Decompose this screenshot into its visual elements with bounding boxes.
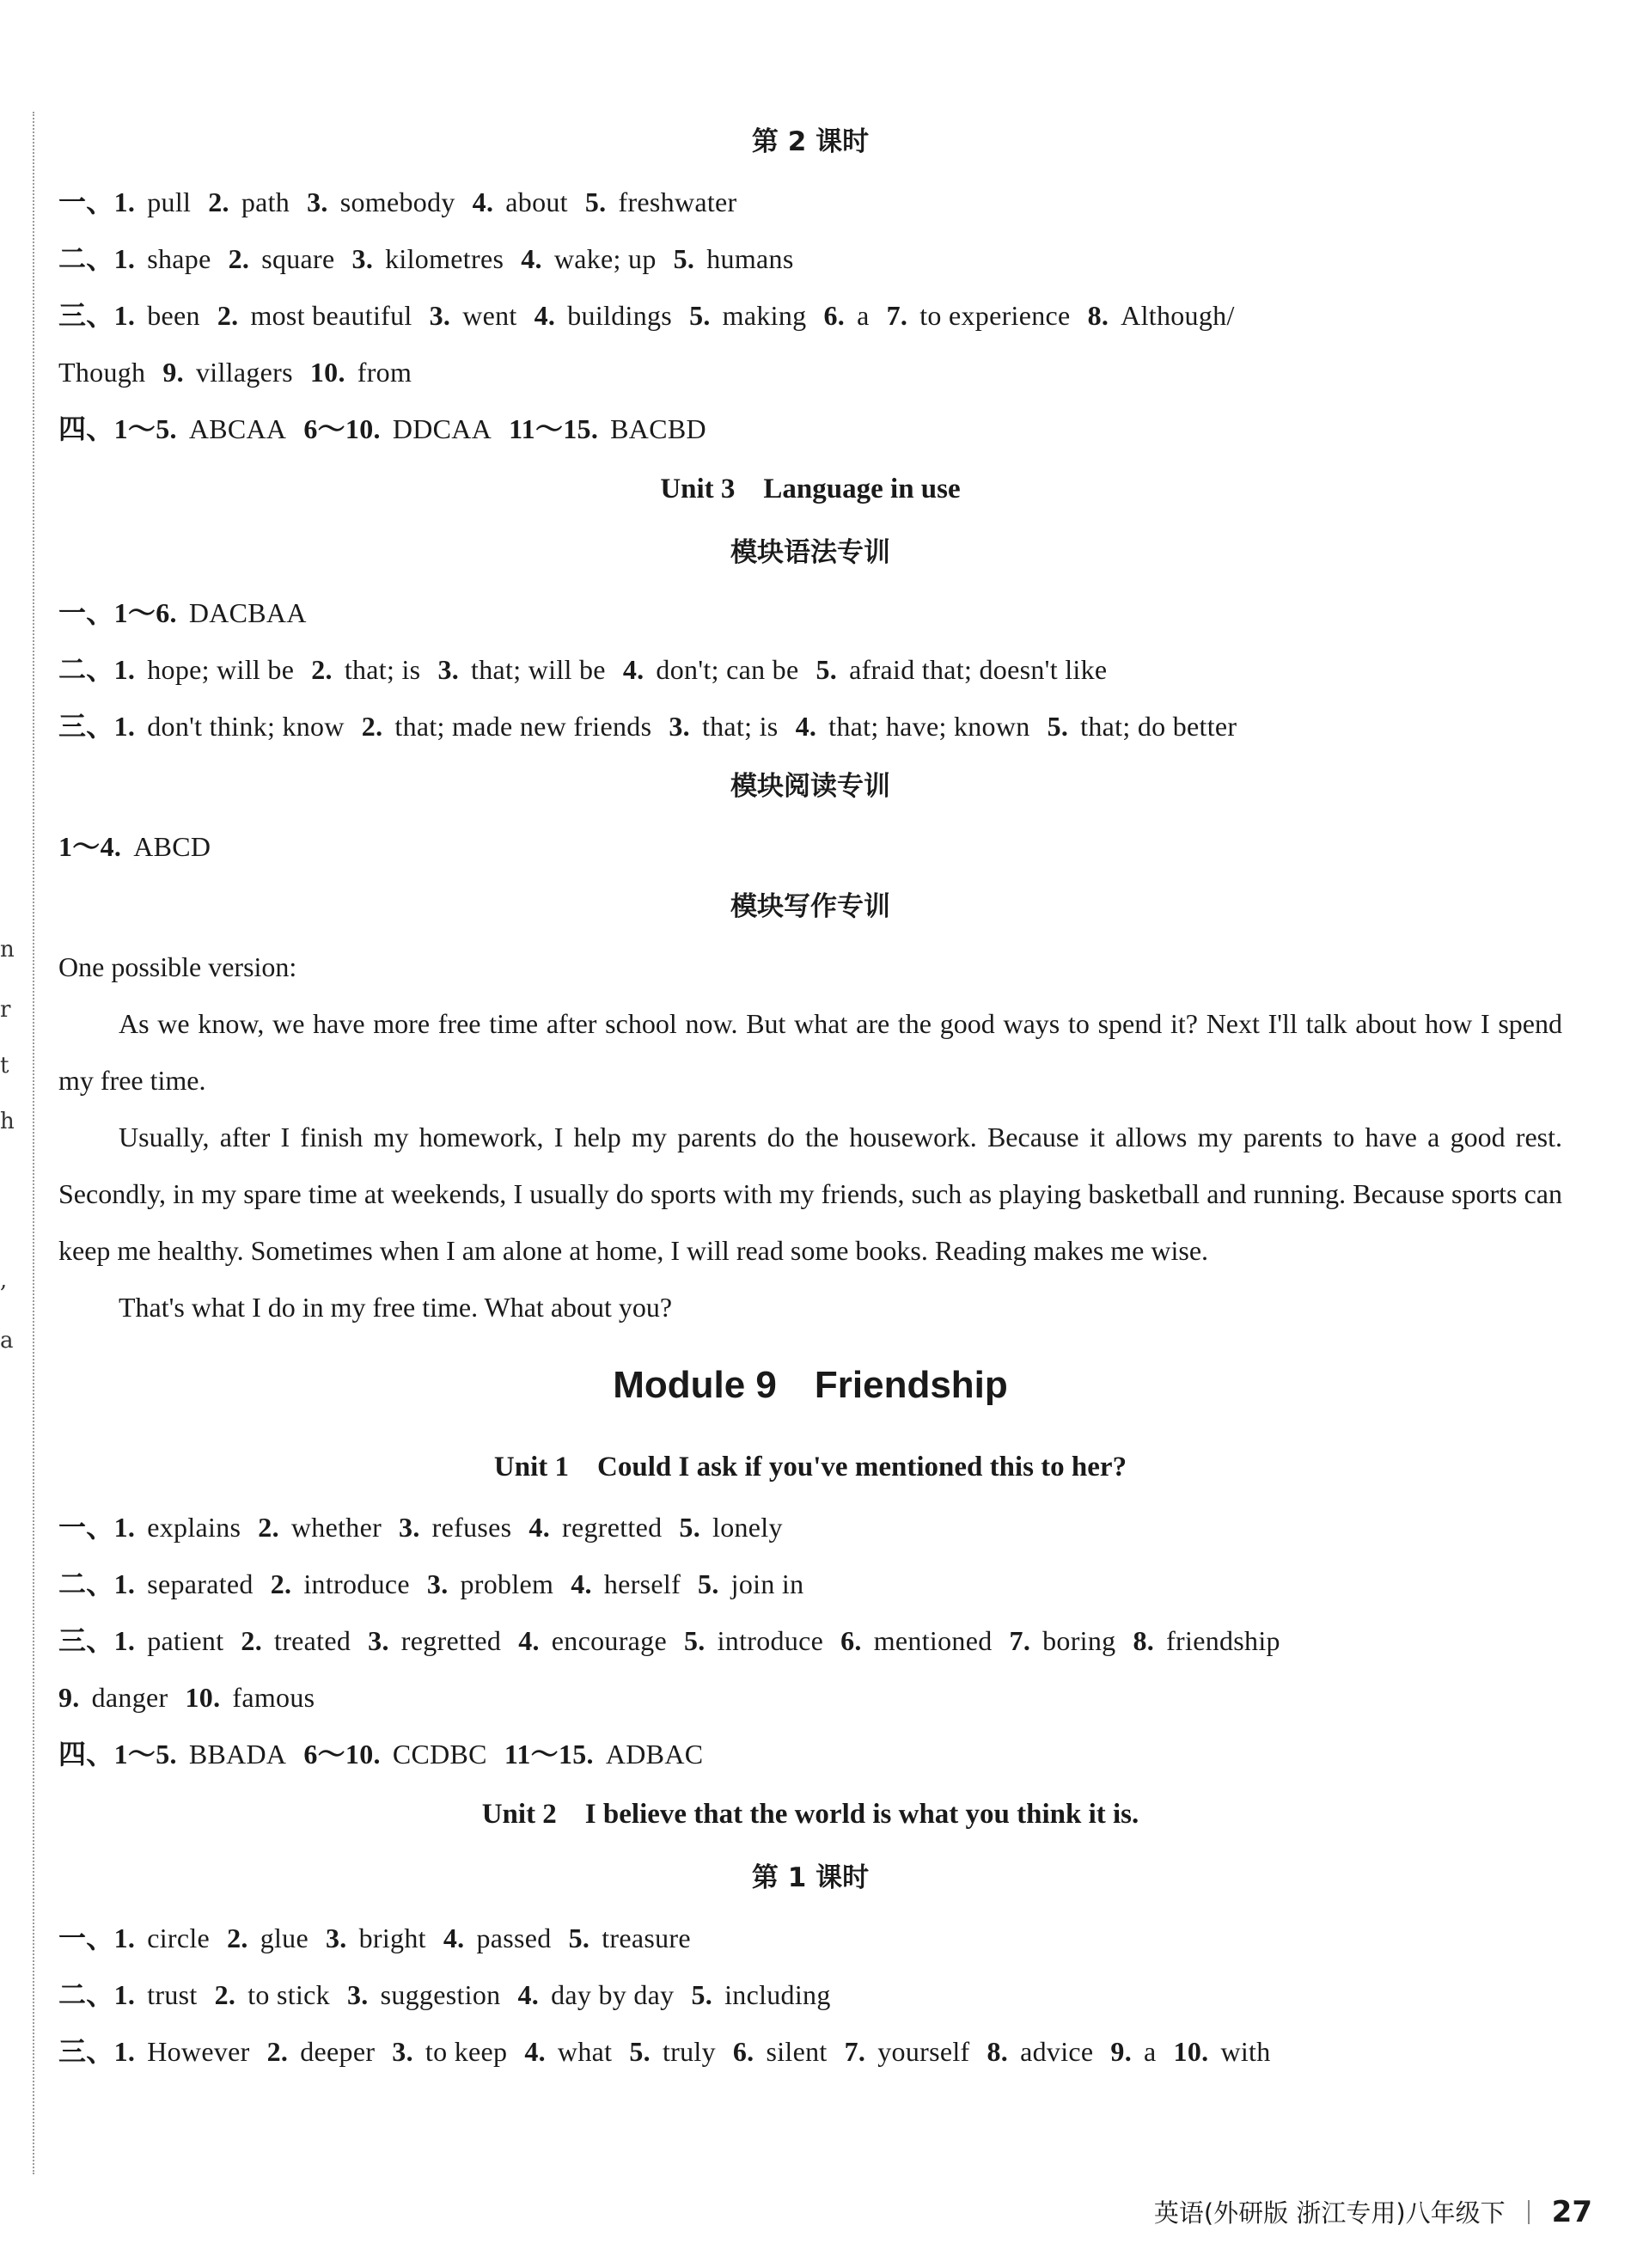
answer-text: bright xyxy=(358,1923,426,1953)
answer-row xyxy=(58,1910,1562,1966)
answer-text: trust xyxy=(147,1979,198,2010)
answer-text: encourage xyxy=(551,1625,667,1656)
answer-text: buildings xyxy=(567,300,673,331)
question-number: 1. xyxy=(113,1568,136,1599)
exercise-label: 一、 xyxy=(58,186,114,218)
answer-text: that; is xyxy=(701,711,779,742)
answer-text: about xyxy=(505,186,568,217)
answer-text: square xyxy=(261,243,335,274)
question-number: 9. xyxy=(162,357,184,388)
exercise-label: 三、 xyxy=(58,2035,114,2068)
question-number: 4. xyxy=(517,1979,540,2010)
answer-text: boring xyxy=(1042,1625,1116,1656)
question-number: 3. xyxy=(351,243,374,274)
answer-text: been xyxy=(147,300,200,331)
margin-fragment: n xyxy=(0,937,15,963)
answer-text: introduce xyxy=(717,1625,824,1656)
question-number: 6～10. xyxy=(303,1739,381,1770)
question-number: 5. xyxy=(629,2036,651,2067)
question-number: 6. xyxy=(840,1625,862,1656)
answer-text: that; do better xyxy=(1080,711,1237,742)
question-number: 10. xyxy=(1173,2036,1209,2067)
question-number: 7. xyxy=(844,2036,866,2067)
question-number: 1. xyxy=(113,711,136,742)
answer-text: that; is xyxy=(344,654,421,685)
answer-row xyxy=(58,818,1562,875)
answer-text: kilometres xyxy=(385,243,504,274)
answer-row xyxy=(58,344,1562,400)
section-heading: 模块写作专训 xyxy=(730,891,890,922)
unit-heading: Unit 1 Could I ask if you've mentioned this to her? xyxy=(493,1452,1127,1482)
module-heading: Module 9 Friendship xyxy=(613,1364,1008,1406)
question-number: 5. xyxy=(584,186,607,217)
question-number: 7. xyxy=(886,300,908,331)
answer-text: shape xyxy=(147,243,211,274)
exercise-label: 二、 xyxy=(58,653,114,686)
margin-fragment: a xyxy=(0,1328,14,1354)
answer-text: most beautiful xyxy=(250,300,412,331)
exercise-label: 四、 xyxy=(58,1738,114,1770)
question-number: 1. xyxy=(113,300,136,331)
unit-heading: Unit 2 I believe that the world is what you think it is. xyxy=(481,1799,1139,1830)
answer-text: went xyxy=(462,300,517,331)
answer-text: day by day xyxy=(551,1979,675,2010)
question-number: 1～5. xyxy=(113,1739,177,1770)
question-number: 1～5. xyxy=(113,413,177,444)
answer-text: refuses xyxy=(431,1512,512,1543)
question-number: 1. xyxy=(113,1923,136,1953)
answer-text: ABCAA xyxy=(188,413,287,444)
answer-text: suggestion xyxy=(380,1979,501,2010)
answer-text: to stick xyxy=(247,1979,330,2010)
question-number: 5. xyxy=(568,1923,590,1953)
answer-row xyxy=(58,400,1562,457)
question-number: 5. xyxy=(689,300,711,331)
answer-text: that; will be xyxy=(471,654,606,685)
answer-text: circle xyxy=(147,1923,211,1953)
answer-text: villagers xyxy=(195,357,293,388)
answer-text: what xyxy=(557,2036,613,2067)
answer-text: yourself xyxy=(877,2036,970,2067)
answer-text: that; have; known xyxy=(828,711,1030,742)
answer-row xyxy=(58,1612,1562,1669)
answer-text: BBADA xyxy=(188,1739,287,1770)
footer-divider xyxy=(1528,2200,1530,2224)
question-number: 3. xyxy=(426,1568,449,1599)
section-heading: 第 1 课时 xyxy=(751,1862,870,1893)
answer-text: Though xyxy=(58,357,146,388)
answer-text: wake; up xyxy=(553,243,657,274)
question-number: 2. xyxy=(311,654,333,685)
question-number: 6～10. xyxy=(303,413,381,444)
question-number: 2. xyxy=(258,1512,279,1543)
question-number: 4. xyxy=(571,1568,592,1599)
exercise-label: 三、 xyxy=(58,299,114,332)
answer-text: treasure xyxy=(602,1923,691,1953)
answer-text: to keep xyxy=(425,2036,508,2067)
answer-text: mentioned xyxy=(873,1625,993,1656)
question-number: 2. xyxy=(208,186,229,217)
answer-text: deeper xyxy=(300,2036,376,2067)
margin-fragment: h xyxy=(0,1109,15,1134)
margin-fragment: t xyxy=(0,1053,9,1079)
binding-fold-line xyxy=(33,112,34,2174)
question-number: 4. xyxy=(795,711,817,742)
question-number: 5. xyxy=(1047,711,1069,742)
answer-row xyxy=(58,641,1562,698)
answer-row xyxy=(58,287,1562,344)
question-number: 1. xyxy=(113,1512,136,1543)
answer-text: ABCD xyxy=(133,831,211,862)
question-number: 2. xyxy=(227,1923,248,1953)
answer-text: glue xyxy=(260,1923,308,1953)
answer-row xyxy=(58,584,1562,641)
answer-text: DACBAA xyxy=(188,597,307,628)
answer-text: danger xyxy=(91,1682,168,1713)
answer-text: join in xyxy=(730,1568,804,1599)
answer-content xyxy=(58,110,1562,2080)
question-number: 2. xyxy=(214,1979,236,2010)
question-number: 4. xyxy=(622,654,644,685)
answer-text: patient xyxy=(147,1625,224,1656)
answer-text: However xyxy=(147,2036,250,2067)
question-number: 4. xyxy=(472,186,494,217)
question-number: 10. xyxy=(185,1682,221,1713)
question-number: 5. xyxy=(691,1979,713,2010)
question-number: 3. xyxy=(437,654,460,685)
question-number: 3. xyxy=(307,186,328,217)
question-number: 3. xyxy=(399,1512,420,1543)
question-number: 1. xyxy=(113,1979,136,2010)
question-number: 11～15. xyxy=(509,413,599,444)
question-number: 5. xyxy=(673,243,695,274)
book-title: 英语(外研版 浙江专用)八年级下 xyxy=(1153,2198,1506,2228)
answer-text: regretted xyxy=(562,1512,663,1543)
answer-text: that; made new friends xyxy=(394,711,652,742)
page-number: 27 xyxy=(1551,2194,1592,2229)
question-number: 4. xyxy=(521,243,542,274)
exercise-label: 二、 xyxy=(58,1568,114,1600)
answer-text: famous xyxy=(232,1682,315,1713)
question-number: 3. xyxy=(392,2036,413,2067)
answer-text: path xyxy=(241,186,290,217)
question-number: 11～15. xyxy=(504,1739,594,1770)
answer-text: Although/ xyxy=(1121,300,1235,331)
question-number: 6. xyxy=(732,2036,754,2067)
answer-text: don't; can be xyxy=(656,654,799,685)
essay-paragraph: As we know, we have more free time after school now. But what are the good ways to spend it? Next I'll talk about how I spend my free time. xyxy=(58,1008,1562,1096)
question-number: 8. xyxy=(987,2036,1009,2067)
section-heading: 第 2 课时 xyxy=(751,126,870,157)
question-number: 3. xyxy=(368,1625,389,1656)
question-number: 1. xyxy=(113,1625,136,1656)
question-number: 1～4. xyxy=(58,831,122,862)
unit-heading: Unit 3 Language in use xyxy=(660,474,961,504)
exercise-label: 三、 xyxy=(58,1624,114,1657)
question-number: 5. xyxy=(679,1512,701,1543)
answer-text: regretted xyxy=(400,1625,502,1656)
answer-text: somebody xyxy=(339,186,455,217)
question-number: 5. xyxy=(683,1625,706,1656)
question-number: 1. xyxy=(113,186,136,217)
margin-fragment: r xyxy=(0,997,11,1023)
answer-row xyxy=(58,230,1562,287)
question-number: 4. xyxy=(518,1625,540,1656)
answer-text: to experience xyxy=(919,300,1071,331)
answer-text: freshwater xyxy=(618,186,737,217)
exercise-label: 二、 xyxy=(58,242,114,275)
essay-paragraph: Usually, after I finish my homework, I help my parents do the housework. Because it allows my parents to have a good rest. Secondly, in my spare time at weekends, I usually do sports with my friends, such as playing basketball and running. Because sports can keep me healthy. Sometimes when I am alone at home, I will read some books. Reading makes me wise. xyxy=(58,1122,1562,1266)
answer-row xyxy=(58,1499,1562,1556)
answer-text: problem xyxy=(460,1568,554,1599)
exercise-label: 三、 xyxy=(58,710,114,743)
answer-text: truly xyxy=(662,2036,716,2067)
question-number: 3. xyxy=(429,300,451,331)
question-number: 7. xyxy=(1009,1625,1031,1656)
answer-text: herself xyxy=(603,1568,681,1599)
answer-text: treated xyxy=(274,1625,351,1656)
question-number: 8. xyxy=(1087,300,1109,331)
answer-text: pull xyxy=(147,186,192,217)
question-number: 3. xyxy=(669,711,690,742)
exercise-label: 一、 xyxy=(58,1511,114,1544)
question-number: 1. xyxy=(113,2036,136,2067)
answer-text: passed xyxy=(476,1923,552,1953)
answer-text: explains xyxy=(147,1512,241,1543)
question-number: 9. xyxy=(58,1682,80,1713)
answer-row xyxy=(58,1726,1562,1782)
question-number: 4. xyxy=(524,2036,546,2067)
essay-paragraph: One possible version: xyxy=(58,951,297,982)
page-footer xyxy=(1154,2194,1592,2229)
answer-text: making xyxy=(722,300,807,331)
answer-text: silent xyxy=(766,2036,828,2067)
question-number: 3. xyxy=(325,1923,347,1953)
essay-paragraph: That's what I do in my free time. What about you? xyxy=(119,1292,673,1323)
question-number: 2. xyxy=(217,300,239,331)
answer-row xyxy=(58,1556,1562,1612)
answer-row xyxy=(58,2023,1562,2080)
answer-text: DDCAA xyxy=(392,413,492,444)
answer-text: advice xyxy=(1020,2036,1094,2067)
question-number: 4. xyxy=(443,1923,465,1953)
answer-row xyxy=(58,1966,1562,2023)
question-number: 4. xyxy=(534,300,556,331)
answer-text: whether xyxy=(290,1512,382,1543)
answer-text: a xyxy=(857,300,870,331)
exercise-label: 四、 xyxy=(58,413,114,445)
answer-text: with xyxy=(1220,2036,1271,2067)
question-number: 2. xyxy=(270,1568,292,1599)
question-number: 2. xyxy=(228,243,250,274)
answer-text: lonely xyxy=(712,1512,783,1543)
section-heading: 模块阅读专训 xyxy=(730,771,890,802)
section-heading: 模块语法专训 xyxy=(730,537,890,568)
question-number: 3. xyxy=(346,1979,369,2010)
answer-text: introduce xyxy=(303,1568,410,1599)
question-number: 5. xyxy=(698,1568,719,1599)
question-number: 8. xyxy=(1133,1625,1155,1656)
question-number: 10. xyxy=(309,357,345,388)
question-number: 1. xyxy=(113,243,136,274)
answer-text: CCDBC xyxy=(392,1739,487,1770)
question-number: 9. xyxy=(1110,2036,1133,2067)
question-number: 6. xyxy=(823,300,846,331)
question-number: 1. xyxy=(113,654,136,685)
answer-text: from xyxy=(357,357,412,388)
question-number: 2. xyxy=(266,2036,289,2067)
answer-text: hope; will be xyxy=(147,654,295,685)
margin-fragment: , xyxy=(0,1268,8,1293)
answer-row xyxy=(58,698,1562,755)
exercise-label: 二、 xyxy=(58,1978,114,2011)
question-number: 4. xyxy=(528,1512,550,1543)
answer-text: ADBAC xyxy=(605,1739,704,1770)
question-number: 5. xyxy=(816,654,838,685)
answer-text: afraid that; doesn't like xyxy=(849,654,1108,685)
question-number: 2. xyxy=(361,711,383,742)
exercise-label: 一、 xyxy=(58,1922,114,1954)
answer-text: separated xyxy=(147,1568,254,1599)
answer-text: a xyxy=(1144,2036,1157,2067)
answer-text: don't think; know xyxy=(147,711,345,742)
exercise-label: 一、 xyxy=(58,596,114,629)
answer-text: humans xyxy=(706,243,794,274)
answer-text: BACBD xyxy=(610,413,706,444)
answer-row xyxy=(58,174,1562,230)
answer-row xyxy=(58,1669,1562,1726)
question-number: 2. xyxy=(241,1625,263,1656)
answer-text: including xyxy=(724,1979,831,2010)
question-number: 1～6. xyxy=(113,597,177,628)
answer-text: friendship xyxy=(1166,1625,1280,1656)
